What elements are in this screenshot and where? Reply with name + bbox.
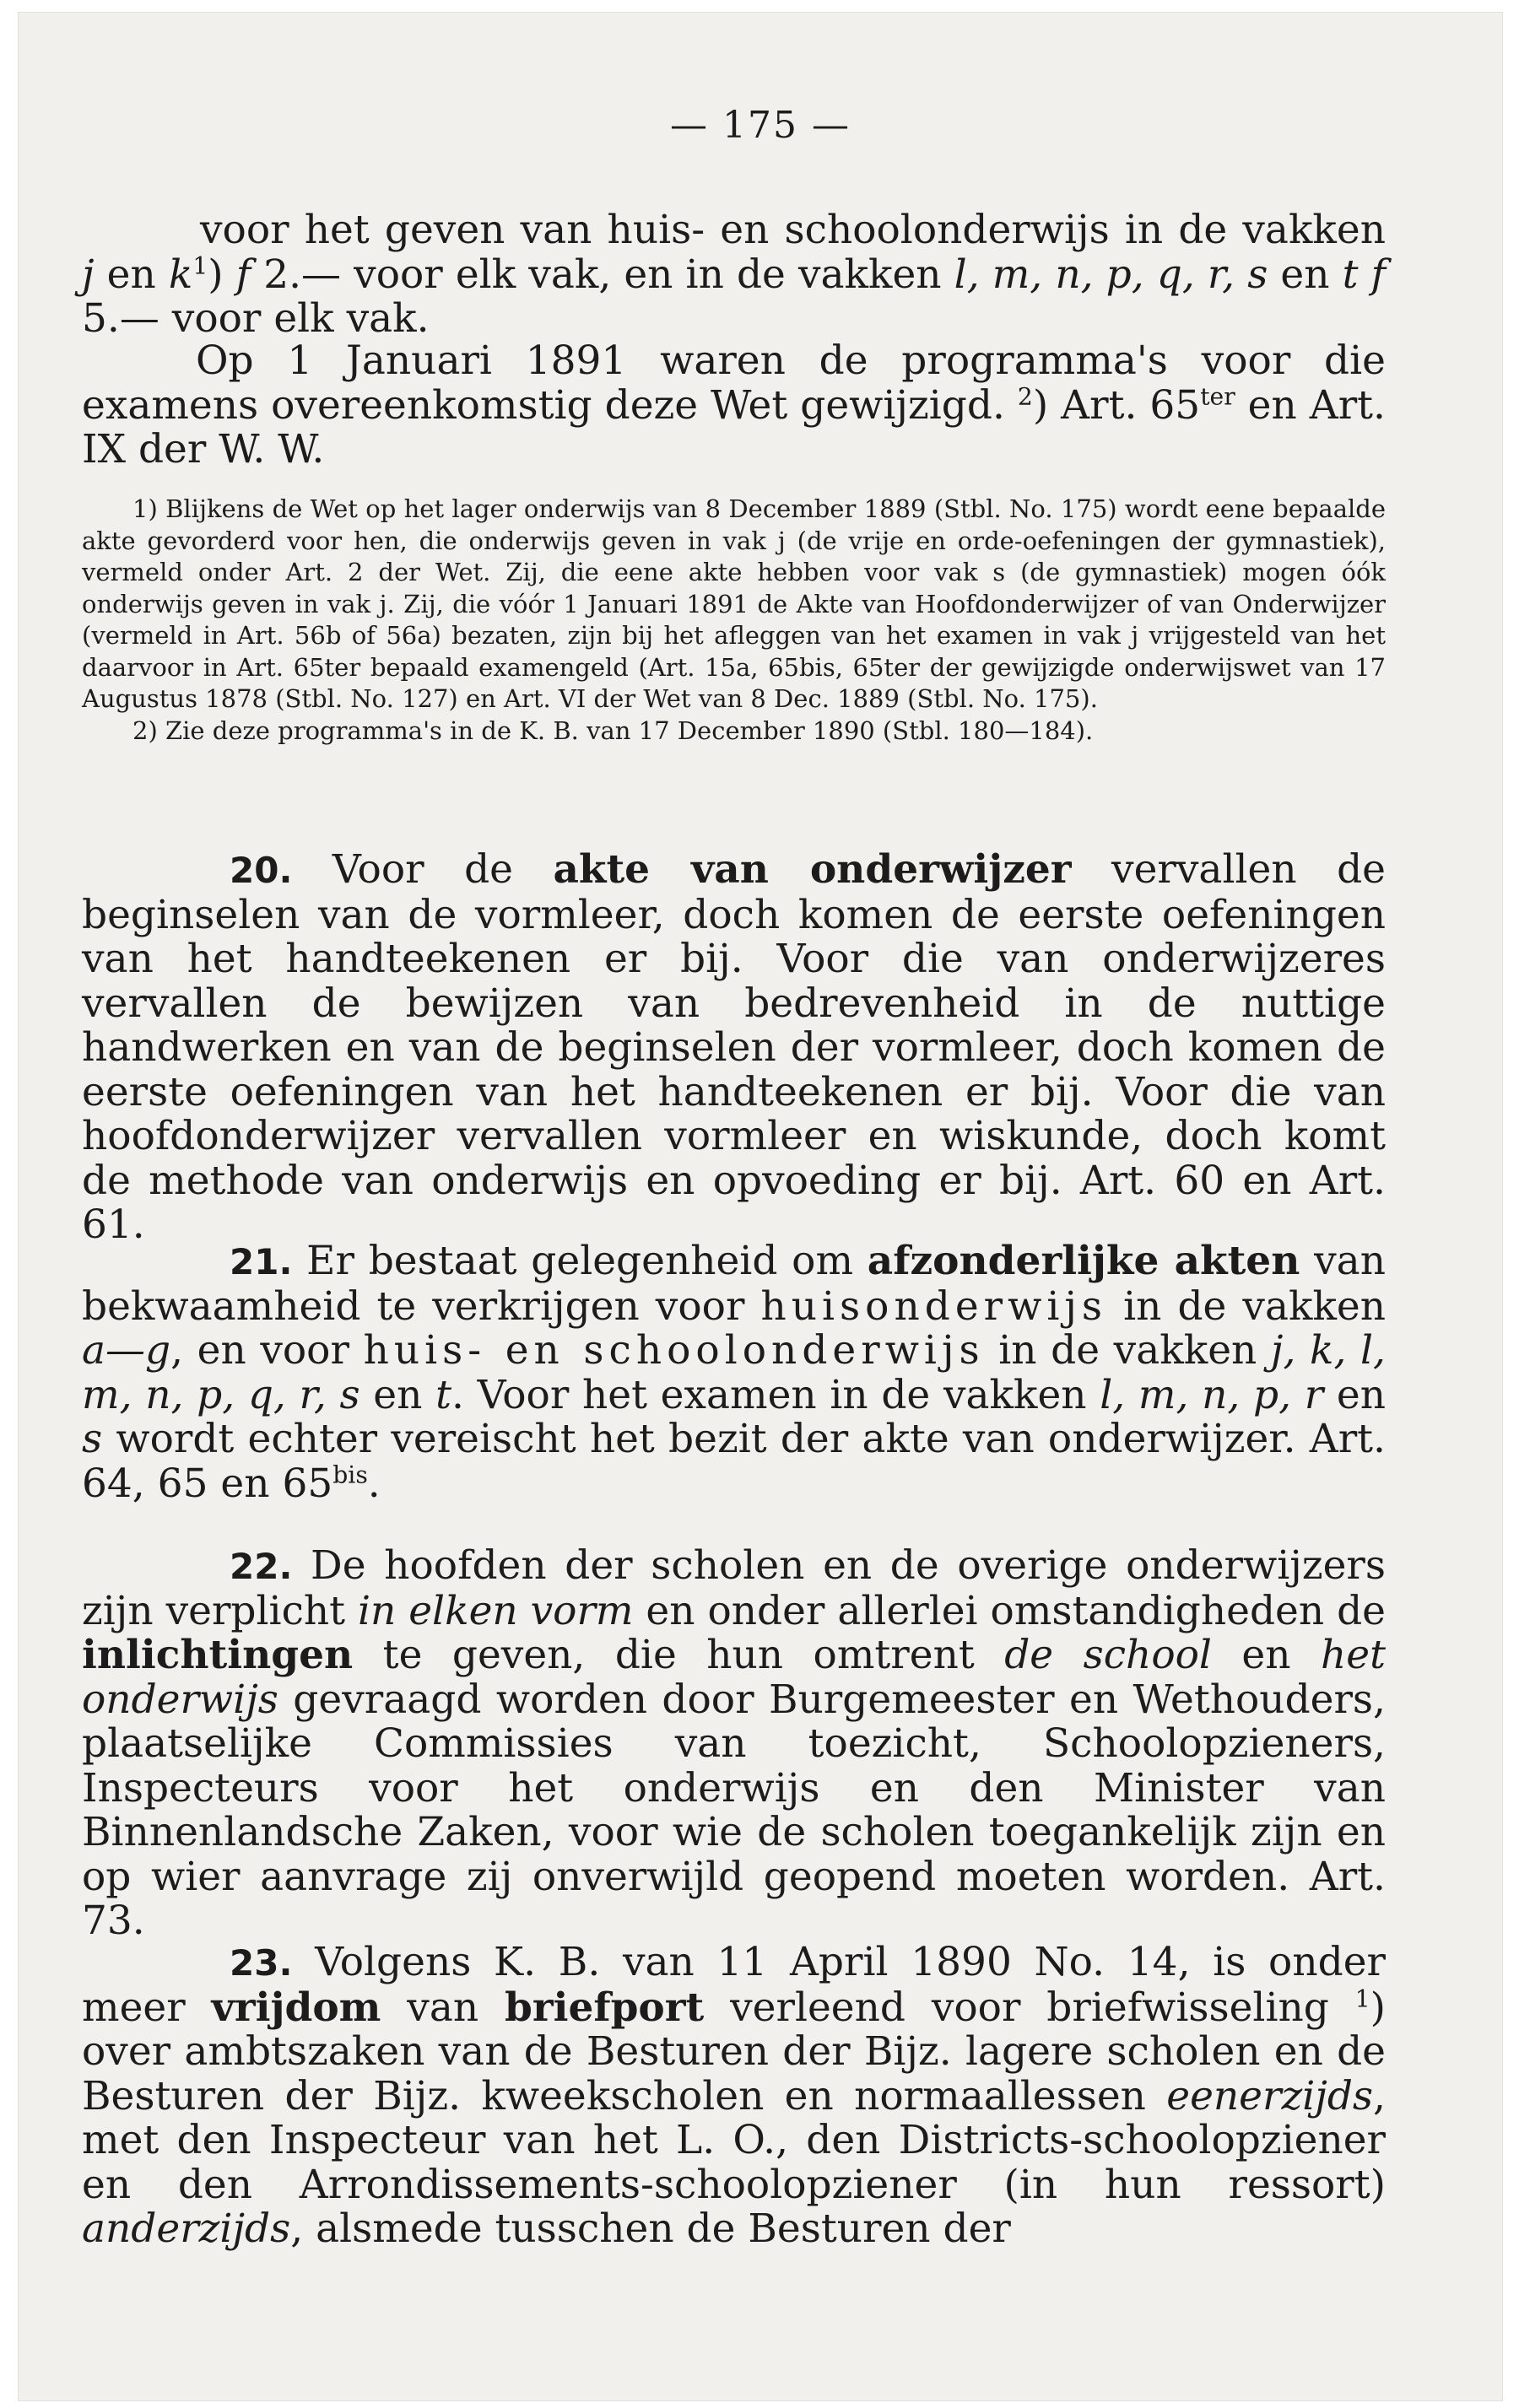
document-page bbox=[19, 13, 1502, 2400]
section-20: 20. Voor de akte van onderwijzer vervallen de beginselen van de vormleer, doch komen de eerste oefeningen van het handteekenen er bij. Voor die van onderwijzeres vervallen de bewijzen van bedrevenheid in de nuttige handwerken en van de beginselen der vormleer, doch komen de eerste oefeningen van het handteekenen er bij. Voor die van hoofdonderwijzer vervallen vormleer en wiskunde, doch komt de methode van onderwijs en opvoeding er bij. Art. 60 en Art. 61. bbox=[82, 846, 1386, 1248]
section-number: 23. bbox=[230, 1942, 293, 1984]
page-number: — 175 — bbox=[670, 104, 851, 147]
section-number: 22. bbox=[230, 1546, 293, 1587]
footnote-ref[interactable]: 1 bbox=[1354, 1984, 1370, 2012]
paragraph-continuation: voor het geven van huis- en schoolonderwijs in de vakken j en $k^1$) f 2.— voor elk vak, en in de vakken l, m, n, p, q, r, s en t f 5.— voor elk vak. bbox=[82, 207, 1387, 342]
footnote-ref[interactable]: 2 bbox=[1017, 381, 1033, 410]
footnote-2: 2) Zie deze programma's in de K. B. van 17 December 1890 (Stbl. 180—184). bbox=[132, 715, 1094, 745]
footnotes bbox=[82, 494, 1386, 747]
footnote-ref[interactable]: 1 bbox=[192, 251, 208, 279]
section-21: 21. Er bestaat gelegenheid om afzonderlijke akten van bekwaamheid te verkrijgen voor huisonderwijs in de vakken a—g, en voor huis- en schoolonderwijs in de vakken j, k, l, m, n, p, q, r, s en t. Voor het examen in de vakken l, m, n, p, r en s wordt echter vereischt het bezit der akte van onderwijzer. Art. 64, 65 en $65^{bis}$. bbox=[82, 1238, 1387, 1507]
section-number: 20. bbox=[230, 850, 293, 891]
section-22: 22. De hoofden der scholen en de overige onderwijzers zijn verplicht in elken vorm en onder allerlei omstandigheden de inlichtingen te geven, die hun omtrent de school en het onderwijs gevraagd worden door Burgemeester en Wethouders, plaatselijke Commissies van toezicht, Schoolopzieners, Inspecteurs voor het onderwijs en den Minister van Binnenlandsche Zaken, voor wie de scholen toegankelijk zijn en op wier aanvrage zij onverwijld geopend moeten worden. Art. 73. bbox=[82, 1542, 1386, 1944]
footnote-1: 1) Blijkens de Wet op het lager onderwijs van 8 December 1889 (Stbl. No. 175) wordt eene bepaalde akte gevorderd voor hen, die onderwijs geven in vak j (de vrije en orde-oefeningen der gymnastiek), vermeld onder Art. 2 der Wet. Zij, die eene akte hebben voor vak s (de gymnastiek) mogen óók onderwijs geven in vak j. Zij, die vóór 1 Januari 1891 de Akte van Hoofdonderwijzer of van Onderwijzer (vermeld in Art. 56b of 56a) bezaten, zijn bij het afleggen van het examen in vak j vrijgesteld van het daarvoor in Art. 65ter bepaald examengeld (Art. 15a, 65bis, 65ter der gewijzigde onderwijswet van 17 Augustus 1878 (Stbl. No. 127) en Art. VI der Wet van 8 Dec. 1889 (Stbl. No. 175). bbox=[82, 494, 1386, 713]
section-number: 21. bbox=[230, 1241, 293, 1282]
paragraph-programmas: Op 1 Januari 1891 waren de programma's voor die examens overeenkomstig deze Wet gewijzigd. $^2$) Art. $65^{ter}$ en Art. IX der W. W. bbox=[82, 337, 1386, 472]
section-23: 23. Volgens K. B. van 11 April 1890 No. 14, is onder meer vrijdom van briefport verleend voor briefwisseling $^1$) over ambtszaken van de Besturen der Bijz. lagere scholen en de Besturen der Bijz. kweekscholen en normaallessen eenerzijds, met den Inspecteur van het L. O., den Districts-schoolopziener en den Arrondissements-schoolopziener (in hun ressort) anderzijds, alsmede tusschen de Besturen der bbox=[82, 1939, 1386, 2252]
